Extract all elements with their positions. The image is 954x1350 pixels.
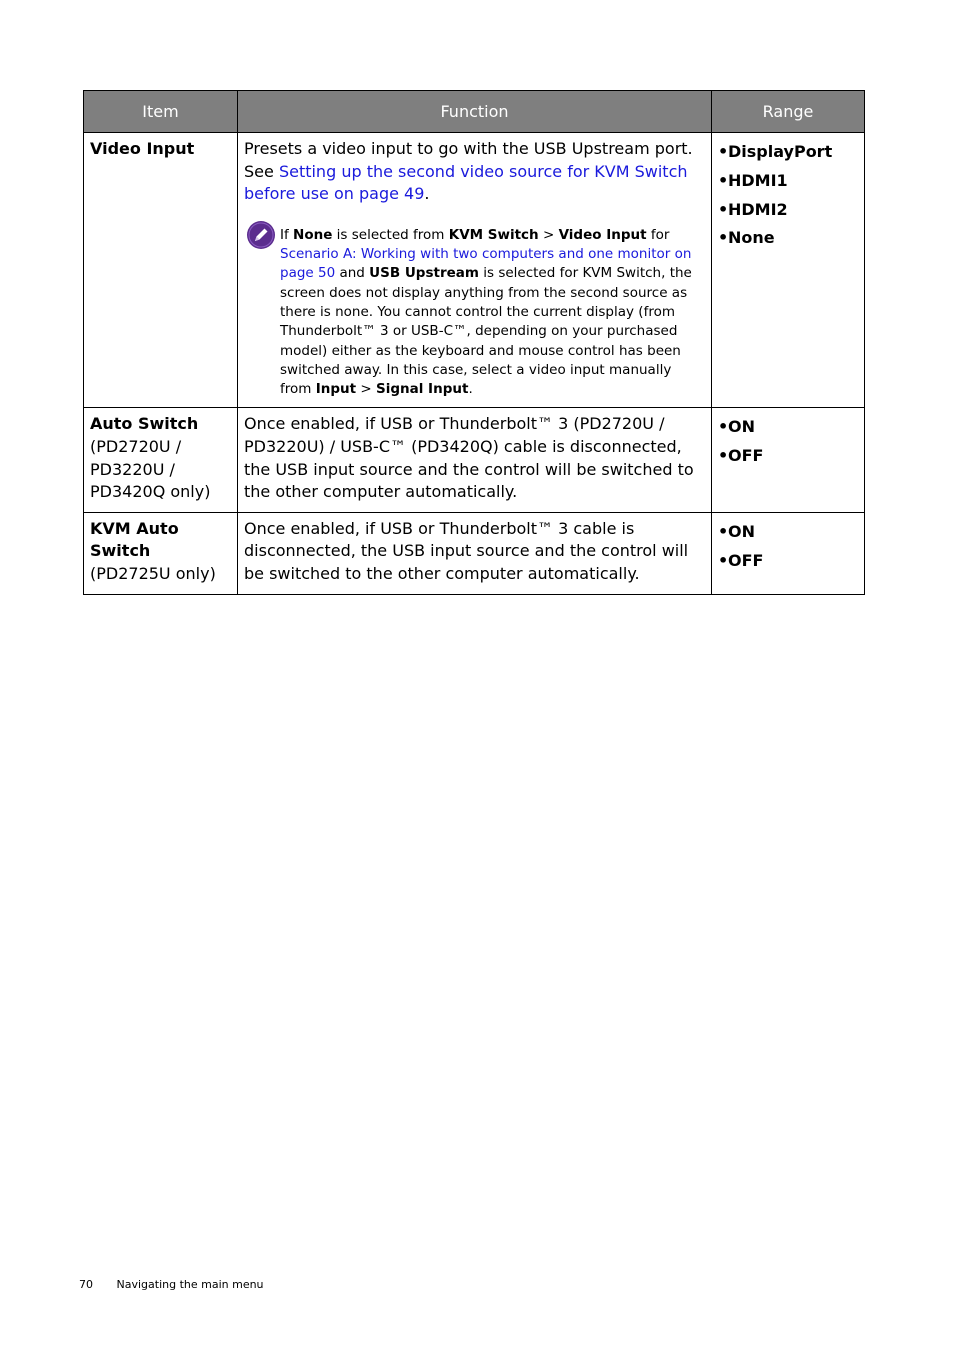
range-item: •ON xyxy=(718,521,755,541)
note-bold: None xyxy=(293,226,333,243)
note-text xyxy=(280,227,692,397)
note-text-part: for xyxy=(646,226,670,243)
range-value: ON xyxy=(728,521,755,541)
range-item: •DisplayPort xyxy=(718,142,833,161)
function-text xyxy=(244,138,705,206)
function-text: Once enabled, if USB or Thunderbolt™ 3 (PD2720U / PD3220U) / USB-C™ (PD3420Q) cable is disconnected, the USB input source and the control will be switched to the other computer automatically. xyxy=(244,414,694,502)
note-text-part: > xyxy=(538,226,559,243)
range-item: •HDMI2 xyxy=(718,199,788,219)
item-name: KVM Auto Switch xyxy=(90,518,179,561)
note-text-part: If xyxy=(280,226,294,243)
range-item: •OFF xyxy=(718,446,764,466)
note-bold: Video Input xyxy=(558,226,647,243)
note-text-part: is selected for KVM Switch, the screen does not display anything from the second source as there is none. You cannot control the current display (from Thunderbolt™ 3 or USB-C™, depending on your purchased model) either as the keyboard and mouse control has been switched away. In this case, select a video input manually from xyxy=(280,265,692,398)
range-cell xyxy=(712,408,865,512)
pencil-note-icon xyxy=(246,220,276,250)
range-value: HDMI2 xyxy=(728,199,788,219)
page-footer xyxy=(79,1278,264,1291)
item-cell xyxy=(84,133,238,408)
scenario-link[interactable]: Scenario A: Working with two computers and one monitor on page 50 xyxy=(280,246,692,282)
function-text-part: . xyxy=(424,184,430,204)
range-value: ON xyxy=(728,417,755,437)
header-range: Range xyxy=(712,91,865,133)
range-item: •ON xyxy=(718,417,755,437)
note-bold: Signal Input xyxy=(376,381,469,398)
item-name: Video Input xyxy=(90,139,195,158)
item-cell xyxy=(84,408,238,512)
header-item: Item xyxy=(84,91,238,133)
range-cell xyxy=(712,512,865,594)
range-item: •None xyxy=(718,228,775,248)
item-cell xyxy=(84,512,238,594)
range-value: OFF xyxy=(728,446,764,466)
note-bold: KVM Switch xyxy=(448,226,539,243)
item-model-note: (PD2720U / PD3220U / PD3420Q only) xyxy=(90,437,211,502)
note-bold: Input xyxy=(315,381,357,398)
section-title: Navigating the main menu xyxy=(116,1278,264,1291)
range-item: •OFF xyxy=(718,550,764,570)
range-cell xyxy=(712,133,865,408)
cross-reference-link[interactable]: Setting up the second video source for KVM Switch before use on page 49 xyxy=(244,161,688,204)
table-header-row xyxy=(84,91,865,133)
note-text-part: is selected from xyxy=(332,226,449,243)
function-cell xyxy=(238,512,712,594)
range-list xyxy=(718,518,858,576)
function-cell xyxy=(238,133,712,408)
table-row xyxy=(84,512,865,594)
item-name: Auto Switch xyxy=(90,414,199,434)
page-number: 70 xyxy=(79,1278,93,1291)
note-block xyxy=(244,226,705,400)
function-text: Once enabled, if USB or Thunderbolt™ 3 cable is disconnected, the USB input source and the control will be switched to the other computer automatically. xyxy=(244,518,689,584)
range-list xyxy=(718,413,858,471)
note-text-part: > xyxy=(356,381,376,398)
range-item: •HDMI1 xyxy=(718,170,788,190)
table-row xyxy=(84,133,865,408)
range-value: OFF xyxy=(728,550,764,570)
range-list xyxy=(718,138,858,253)
note-text-part: . xyxy=(468,381,473,398)
note-bold: USB Upstream xyxy=(369,265,479,282)
range-value: DisplayPort xyxy=(728,142,833,161)
table-row xyxy=(84,408,865,512)
header-function: Function xyxy=(238,91,712,133)
range-value: None xyxy=(728,228,775,248)
range-value: HDMI1 xyxy=(728,170,788,190)
function-cell xyxy=(238,408,712,512)
settings-table xyxy=(83,90,865,595)
item-model-note: (PD2725U only) xyxy=(90,564,216,584)
note-text-part: and xyxy=(335,265,370,282)
function-text-part: Presets a video input to go with the USB Upstream port. See xyxy=(244,139,693,181)
